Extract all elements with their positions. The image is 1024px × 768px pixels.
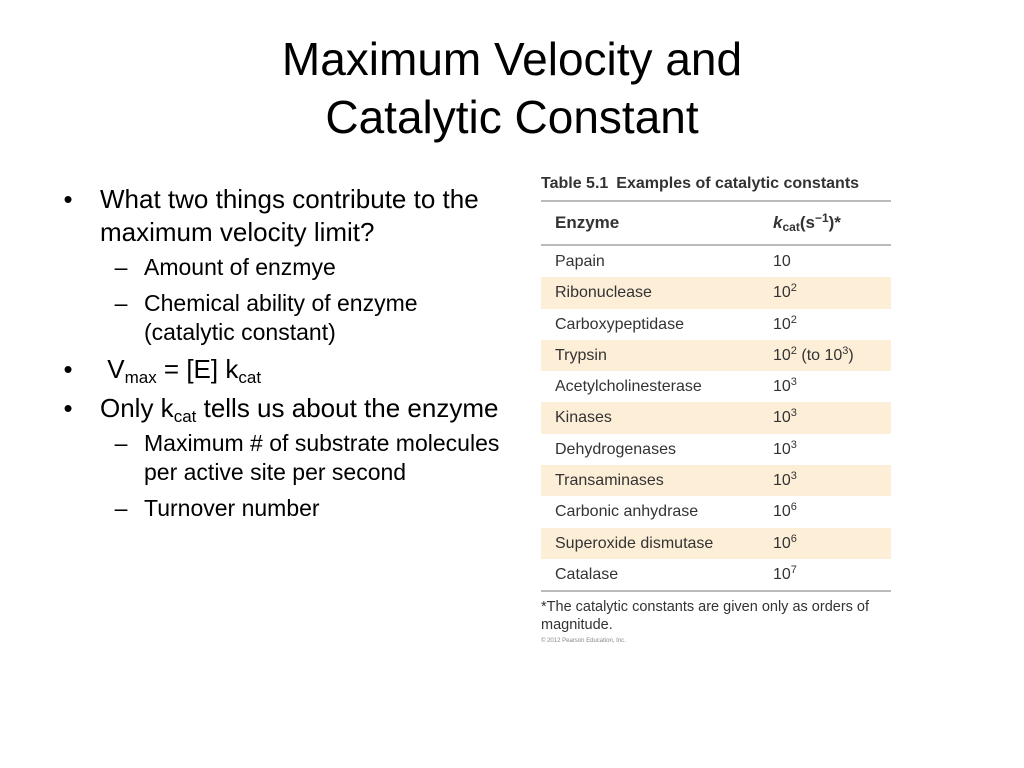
- table-row: [541, 434, 891, 465]
- table-footnote: *The catalytic constants are given only as orders of magnitude.: [541, 599, 870, 634]
- table-row: [541, 402, 891, 433]
- table-row: [541, 309, 891, 340]
- sub-bullet-text: Amount of enzmye: [144, 254, 336, 280]
- kcat-value: [773, 371, 891, 402]
- kcat-base: 10: [773, 565, 791, 583]
- table-row: [541, 246, 891, 277]
- sub-bullet-text: Turnover number: [144, 495, 320, 521]
- enzyme-name: Superoxide dismutase: [555, 534, 714, 552]
- bullet-icon: •: [63, 184, 73, 214]
- enzyme-name: Trypsin: [555, 346, 607, 364]
- enzyme-name: Kinases: [555, 409, 612, 427]
- table-number: Table 5.1: [541, 175, 609, 192]
- sub-bullet-list: [58, 253, 508, 347]
- bullet-item-vmax-formula: [58, 353, 508, 386]
- formula-v: V: [107, 354, 125, 384]
- kcat-base: 10: [773, 253, 791, 270]
- kcat-exponent: 3: [790, 376, 797, 389]
- kcat-value: [773, 340, 891, 371]
- enzyme-name: Ribonuclease: [555, 284, 652, 302]
- header-enzyme: Enzyme: [555, 213, 620, 232]
- kcat-exponent: 2: [790, 313, 797, 326]
- table-caption-title: Examples of catalytic constants: [616, 175, 860, 192]
- kcat-value: [773, 277, 891, 308]
- kcat-value: [773, 402, 891, 433]
- enzyme-name: Acetylcholinesterase: [555, 378, 702, 396]
- kcat-extra: (to 10: [796, 346, 843, 364]
- enzyme-name: Carboxypeptidase: [555, 315, 684, 333]
- table-row: [541, 371, 891, 402]
- enzyme-name: Transaminases: [555, 472, 664, 490]
- kcat-subscript: cat: [173, 407, 197, 426]
- title-line-1: Maximum Velocity and: [281, 33, 743, 85]
- kcat-exponent: 2: [790, 344, 797, 357]
- kcat-exponent: 7: [790, 563, 797, 576]
- header-unit-open: (s: [799, 213, 815, 232]
- slide-title: [0, 30, 1024, 146]
- sub-bullet-item: [110, 494, 508, 523]
- enzyme-name: Dehydrogenases: [555, 440, 676, 458]
- kcat-exponent: 6: [790, 501, 797, 514]
- table-caption: [541, 172, 891, 196]
- table-row: [541, 277, 891, 308]
- table-row: [541, 559, 891, 590]
- formula-text: [100, 354, 262, 387]
- sub-bullet-item: [110, 429, 508, 487]
- dash-icon: –: [114, 254, 128, 280]
- kcat-value: [773, 496, 891, 527]
- kcat-value: [773, 434, 891, 465]
- header-k: k: [773, 213, 783, 232]
- enzyme-name: Catalase: [555, 565, 619, 583]
- bullet-list: [58, 183, 508, 523]
- title-line-2: Catalytic Constant: [325, 91, 699, 143]
- bullet-item-contributors: [58, 183, 508, 249]
- formula-k-subscript: cat: [238, 368, 262, 387]
- kcat-value: [773, 465, 891, 496]
- kcat-value: [773, 528, 891, 559]
- catalytic-constants-table: [541, 172, 891, 644]
- bullet-icon: •: [63, 354, 73, 384]
- kcat-base: 10: [773, 440, 791, 458]
- kcat-base: 10: [773, 534, 791, 552]
- table-row: [541, 528, 891, 559]
- kcat-base: 10: [773, 284, 791, 302]
- kcat-base: 10: [773, 472, 791, 490]
- header-unit-close: )*: [828, 213, 841, 232]
- kcat-extra-close: ): [848, 346, 854, 364]
- bullet-item-kcat: [58, 392, 508, 425]
- header-unit-superscript: −1: [814, 211, 829, 225]
- kcat-exponent: 3: [790, 438, 797, 451]
- table-header: [541, 202, 891, 246]
- kcat-exponent: 3: [790, 470, 797, 483]
- table-row: [541, 496, 891, 527]
- enzyme-name: Carbonic anhydrase: [555, 503, 699, 521]
- table-body: [541, 246, 891, 590]
- kcat-before: Only k: [100, 393, 174, 423]
- bullet-text: [100, 393, 499, 426]
- table-row: [541, 340, 891, 371]
- formula-middle: = [E] k: [156, 354, 239, 384]
- enzyme-name: Papain: [555, 253, 605, 270]
- formula-v-subscript: max: [124, 368, 157, 387]
- dash-icon: –: [114, 495, 128, 521]
- table-row: [541, 465, 891, 496]
- kcat-exponent: 3: [790, 407, 797, 420]
- kcat-value: [773, 559, 891, 590]
- kcat-base: 10: [773, 346, 791, 364]
- bullet-icon: •: [63, 393, 73, 423]
- table-bottom-rule: [541, 590, 891, 592]
- sub-bullet-item: [110, 289, 508, 347]
- kcat-exponent: 6: [790, 532, 797, 545]
- kcat-base: 10: [773, 503, 791, 521]
- bullet-text: What two things contribute to the maximum velocity limit?: [100, 184, 479, 247]
- sub-bullet-text: Chemical ability of enzyme (catalytic constant): [144, 290, 418, 345]
- dash-icon: –: [114, 290, 128, 316]
- header-kcat: [773, 202, 891, 244]
- copyright-notice: © 2012 Pearson Education, Inc.: [541, 638, 626, 645]
- sub-bullet-list: [58, 429, 508, 523]
- kcat-base: 10: [773, 378, 791, 396]
- kcat-extra-exponent: 3: [842, 344, 849, 357]
- kcat-after: tells us about the enzyme: [196, 393, 499, 423]
- kcat-value: [773, 246, 891, 277]
- kcat-base: 10: [773, 315, 791, 333]
- kcat-base: 10: [773, 409, 791, 427]
- kcat-value: [773, 309, 891, 340]
- sub-bullet-item: [110, 253, 508, 282]
- dash-icon: –: [114, 430, 128, 456]
- sub-bullet-text: Maximum # of substrate molecules per active site per second: [144, 430, 500, 485]
- header-k-subscript: cat: [782, 220, 800, 234]
- kcat-exponent: 2: [790, 282, 797, 295]
